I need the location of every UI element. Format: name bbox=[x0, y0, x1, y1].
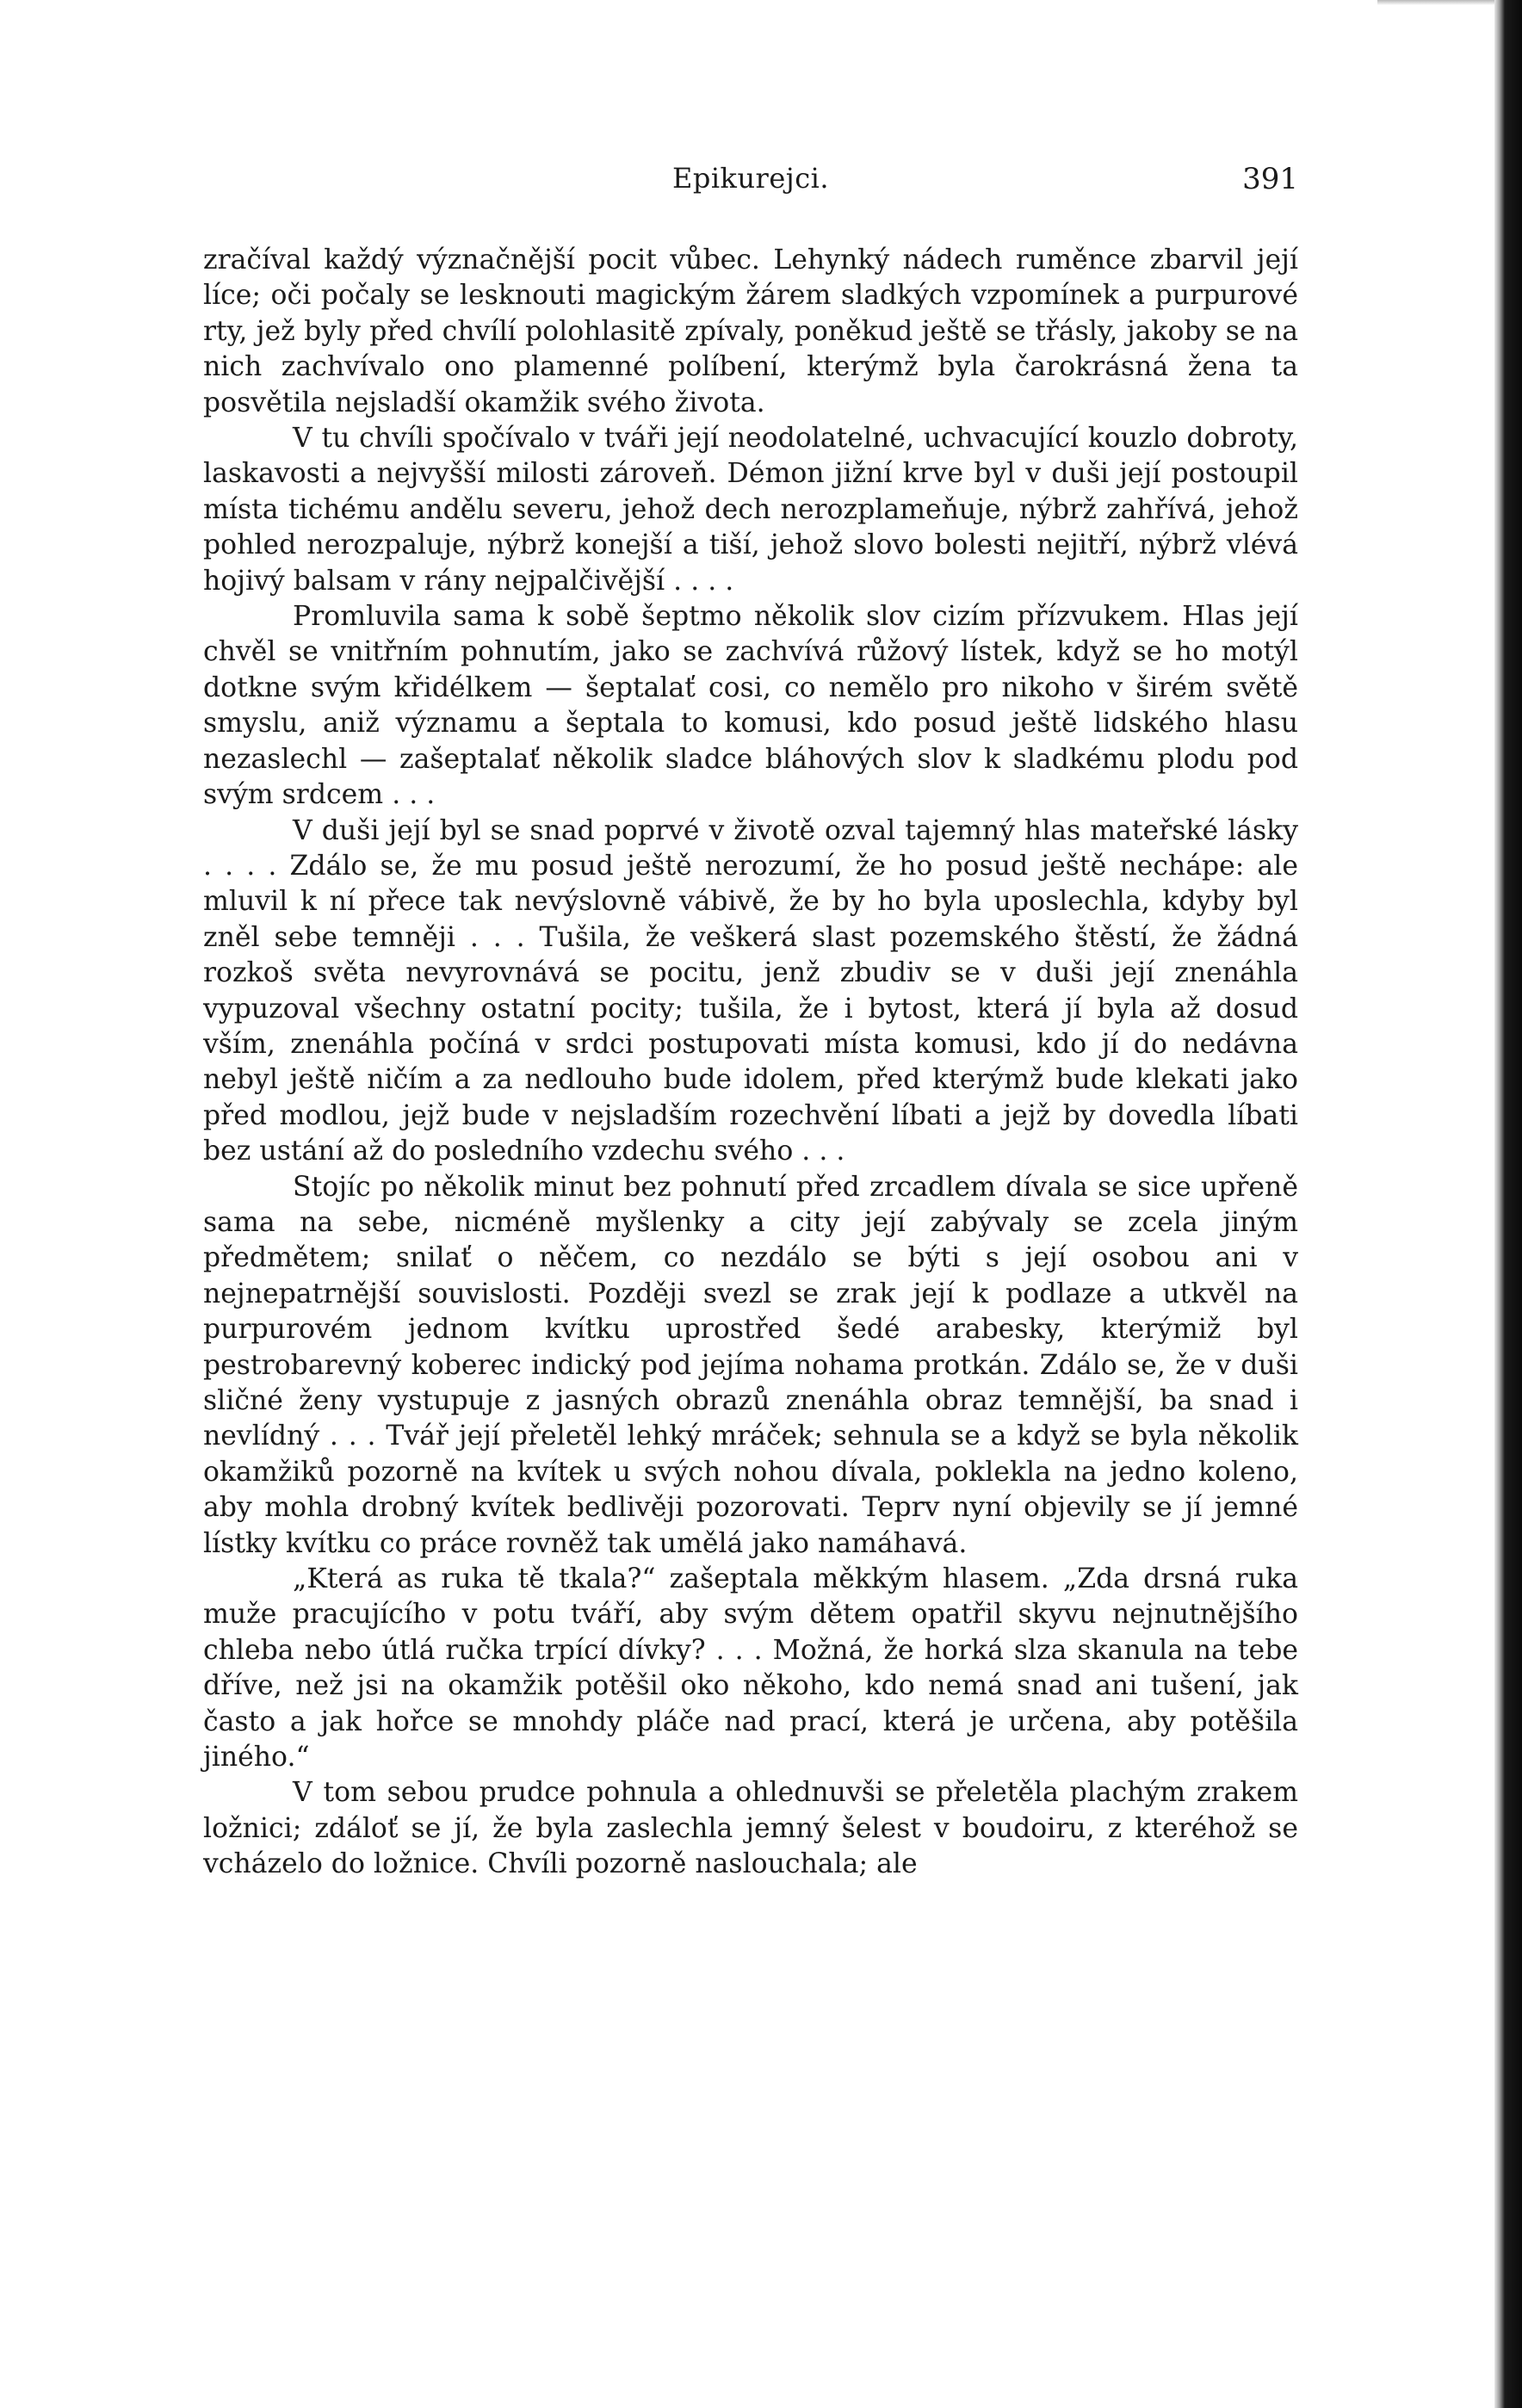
paragraph-5: Stojíc po několik minut bez pohnutí před zrcadlem dívala se sice upřeně sama na sebe, nicméně myšlenky a city její zabývaly se zcela jiným předmětem; snilať o něčem, co nezdálo se býti s její osobou ani v nejnepatrnější souvislosti. Později svezl se zrak její k podlaze a utkvěl na purpurovém jednom kvítku uprostřed šedé arabesky, kterýmiž byl pestrobarevný koberec indický pod jejíma nohama protkán. Zdálo se, že v duši sličné ženy vystupuje z jasných obrazů znenáhla obraz temnější, ba snad i nevlídný . . . Tvář její přeletěl lehký mráček; sehnula se a když se byla několik okamžiků pozorně na kvítek u svých nohou dívala, poklekla na jedno koleno, aby mohla drobný kvítek bedlivěji pozorovati. Teprv nyní objevily se jí jemné lístky kvítku co práce rovněž tak umělá jako namáhavá. bbox=[203, 1171, 1298, 1559]
running-title: Epikurejci. bbox=[671, 162, 830, 195]
running-head bbox=[203, 162, 1298, 214]
scan-binding-edge bbox=[1494, 0, 1522, 2408]
paragraph-4: V duši její byl se snad poprvé v životě ozval tajemný hlas mateřské lásky . . . . Zdálo se, že mu posud ještě nerozumí, že ho posud ještě nechápe: ale mluvil k ní přece tak nevýslovně vábivě, že by ho byla uposlechla, kdyby byl zněl sebe temněji . . . Tušila, že veškerá slast pozemského štěstí, že žádná rozkoš světa nevyrovnává se pocitu, jenž zbudiv se v duši její znenáhla vypuzoval všechny ostatní pocity; tušila, že i bytost, která jí byla až dosud vším, znenáhla počíná v srdci postupovati místa komusi, kdo jí do nedávna nebyl ještě ničím a za nedlouho bude idolem, před kterýmž bude klekati jako před modlou, jejž bude v nejsladším rozechvění líbati a jejž by dovedla líbati bez ustání až do posledního vzdechu svého . . . bbox=[203, 814, 1298, 1167]
paragraph-3: Promluvila sama k sobě šeptmo několik slov cizím přízvukem. Hlas její chvěl se vnitřním pohnutím, jako se zachvívá růžový lístek, když se ho motýl dotkne svým křidélkem — šeptalať cosi, co nemělo pro nikoho v širém světě smyslu, aniž významu a šeptala to komusi, kdo posud ještě lidského hlasu nezaslechl — zašeptalať několik sladce bláhových slov k sladkému plodu pod svým srdcem . . . bbox=[203, 601, 1298, 811]
paragraph-1: zračíval každý význačnější pocit vůbec. Lehynký nádech ruměnce zbarvil její líce; oči počaly se lesknouti magickým žárem sladkých vzpomínek a purpurové rty, jež byly před chvílí polohlasitě zpívaly, poněkud ještě se třásly, jakoby se na nich zachvívalo ono plamenné políbení, kterýmž byla čarokrásná žena ta posvětila nejsladší okamžik svého života. bbox=[203, 245, 1298, 418]
scan-top-edge bbox=[1377, 0, 1498, 5]
paragraph-7: V tom sebou prudce pohnula a ohlednuvši se přeletěla plachým zrakem ložnici; zdáloť se jí, že byla zaslechla jemný šelest v boudoiru, z kteréhož se vcházelo do ložnice. Chvíli pozorně naslouchala; ale bbox=[203, 1777, 1298, 1880]
body-text bbox=[203, 243, 1298, 1883]
paragraph-6: „Která as ruka tě tkala?“ zašeptala měkkým hlasem. „Zda drsná ruka muže pracujícího v potu tváří, aby svým dětem opatřil skyvu nejnutnějšího chleba nebo útlá ručka trpící dívky? . . . Možná, že horká slza skanula na tebe dříve, než jsi na okamžik potěšil oko někoho, kdo nemá snad ani tušení, jak často a jak hořce se mnohdy pláče nad prací, která je určena, aby potěšila jiného.“ bbox=[203, 1563, 1298, 1774]
paragraph-2: V tu chvíli spočívalo v tváři její neodolatelné, uchvacující kouzlo dobroty, laskavosti a nejvyšší milosti zároveň. Démon jižní krve byl v duši její postoupil místa tichému andělu severu, jehož dech nerozplameňuje, nýbrž zahřívá, jehož pohled nerozpaluje, nýbrž konejší a tiší, jehož slovo bolesti nejitří, nýbrž vlévá hojivý balsam v rány nejpalčivější . . . . bbox=[203, 423, 1298, 597]
book-page bbox=[203, 162, 1298, 1883]
page-number: 391 bbox=[1242, 162, 1298, 196]
